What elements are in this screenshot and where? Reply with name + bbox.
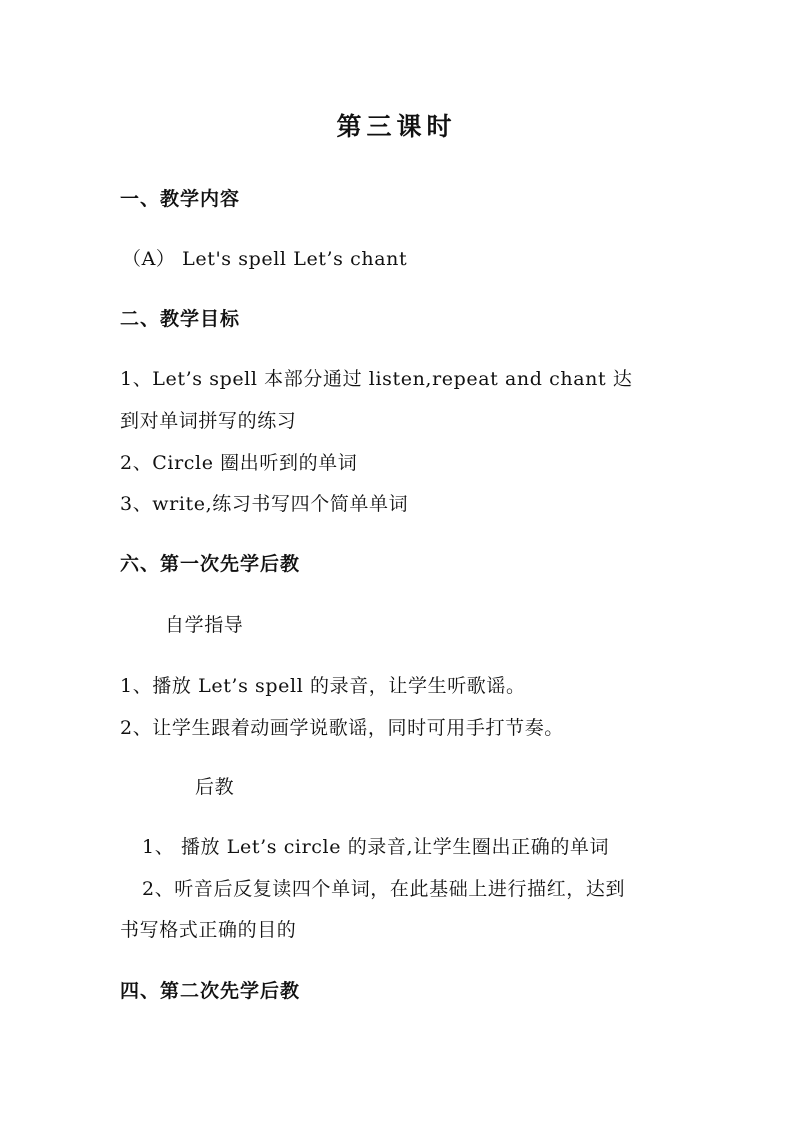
section-heading-second: 四、第二次先学后教 (120, 980, 301, 1002)
teach-line: 1、 播放 Let’s circle 的录音,让学生圈出正确的单词 (142, 836, 610, 858)
teach-line: 书写格式正确的目的 (120, 919, 297, 941)
section-heading-goals: 二、教学目标 (120, 308, 241, 330)
teach-label: 后教 (195, 776, 235, 798)
goal-line: 3、write,练习书写四个简单单词 (120, 493, 409, 515)
page-title: 第三课时 (336, 112, 457, 141)
content-line: （A） Let's spell Let’s chant (122, 248, 408, 270)
goal-line: 1、Let’s spell 本部分通过 listen,repeat and chant 达 (120, 368, 633, 390)
goal-line: 2、Circle 圈出听到的单词 (120, 452, 358, 474)
section-heading-content: 一、教学内容 (120, 188, 241, 210)
self-study-line: 1、播放 Let’s spell 的录音，让学生听歌谣。 (120, 675, 526, 697)
self-study-line: 2、让学生跟着动画学说歌谣，同时可用手打节奏。 (120, 717, 564, 739)
section-heading-first: 六、第一次先学后教 (120, 553, 301, 575)
self-study-label: 自学指导 (165, 614, 244, 636)
goal-line: 到对单词拼写的练习 (120, 410, 297, 432)
teach-line: 2、听音后反复读四个单词，在此基础上进行描红，达到 (142, 878, 626, 900)
